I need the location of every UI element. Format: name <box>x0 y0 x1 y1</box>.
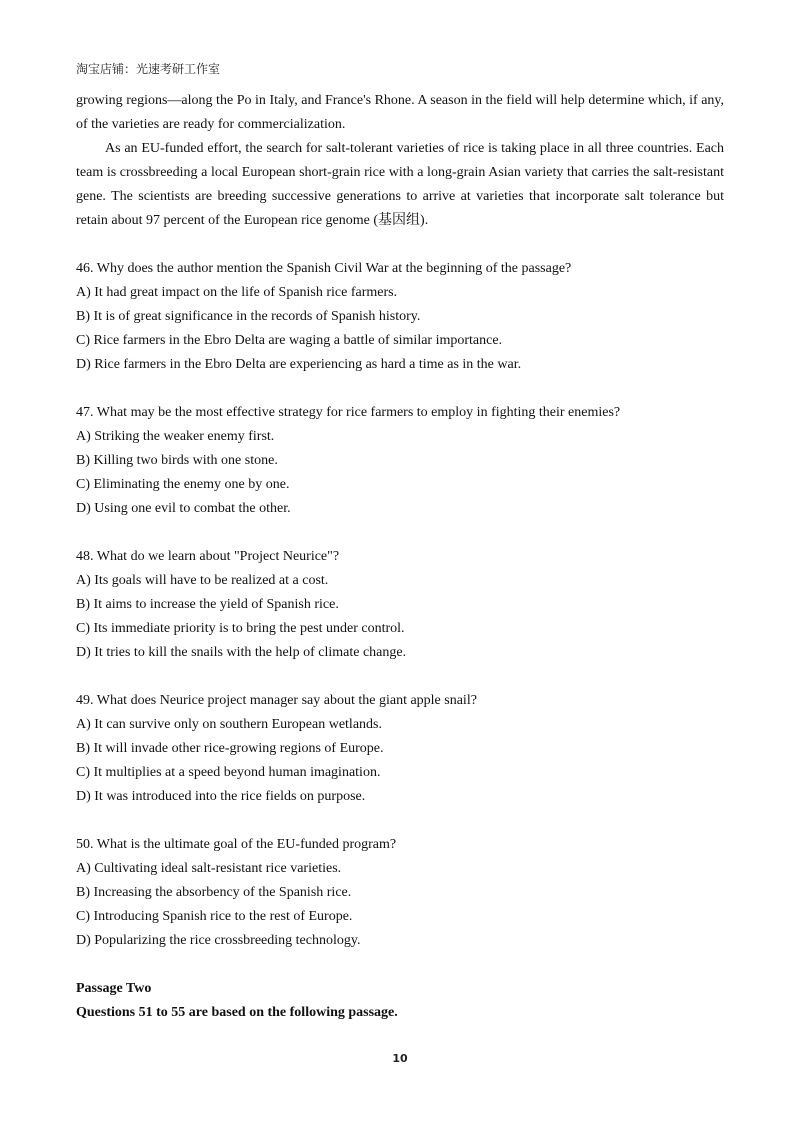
option-a: A) Striking the weaker enemy first. <box>76 429 275 444</box>
page-header: 淘宝店铺：光速考研工作室 <box>76 62 221 76</box>
option-b: B) Increasing the absorbency of the Spanish rice. <box>76 885 352 900</box>
question-47 <box>76 401 724 521</box>
question-48 <box>76 545 724 665</box>
option-c: C) Introducing Spanish rice to the rest of Europe. <box>76 909 353 924</box>
option-b: B) It is of great significance in the records of Spanish history. <box>76 309 421 324</box>
paragraph-eu-effort: As an EU-funded effort, the search for salt-tolerant varieties of rice is taking place in all three countries. Each team is crossbreeding a local European short-grain rice with a long-grain Asian variety that carries the salt-resistant gene. The scientists are breeding successive generations to arrive at varieties that incorporate salt tolerance but retain about 97 percent of the European rice genome (基因组). <box>76 141 724 228</box>
option-a: A) Cultivating ideal salt-resistant rice varieties. <box>76 861 342 876</box>
question-stem: 47. What may be the most effective strategy for rice farmers to employ in fighting their enemies? <box>76 405 621 420</box>
option-d: D) Using one evil to combat the other. <box>76 501 291 516</box>
option-a: A) Its goals will have to be realized at a cost. <box>76 573 329 588</box>
option-d: D) Popularizing the rice crossbreeding technology. <box>76 933 361 948</box>
question-50 <box>76 833 724 953</box>
option-b: B) It will invade other rice-growing regions of Europe. <box>76 741 384 756</box>
option-b: B) Killing two birds with one stone. <box>76 453 278 468</box>
option-d: D) It was introduced into the rice fields on purpose. <box>76 789 366 804</box>
question-46 <box>76 257 724 377</box>
option-d: D) It tries to kill the snails with the help of climate change. <box>76 645 407 660</box>
passage-instruction: Questions 51 to 55 are based on the following passage. <box>76 1005 398 1020</box>
option-d: D) Rice farmers in the Ebro Delta are experiencing as hard a time as in the war. <box>76 357 522 372</box>
passage-title: Passage Two <box>76 981 152 996</box>
question-stem: 46. Why does the author mention the Spanish Civil War at the beginning of the passage? <box>76 261 572 276</box>
option-c: C) Eliminating the enemy one by one. <box>76 477 290 492</box>
option-c: C) Rice farmers in the Ebro Delta are waging a battle of similar importance. <box>76 333 503 348</box>
option-b: B) It aims to increase the yield of Spanish rice. <box>76 597 339 612</box>
option-c: C) Its immediate priority is to bring the pest under control. <box>76 621 405 636</box>
question-stem: 49. What does Neurice project manager say about the giant apple snail? <box>76 693 477 708</box>
question-49 <box>76 689 724 809</box>
option-c: C) It multiplies at a speed beyond human imagination. <box>76 765 381 780</box>
question-stem: 50. What is the ultimate goal of the EU-funded program? <box>76 837 397 852</box>
question-stem: 48. What do we learn about "Project Neurice"? <box>76 549 340 564</box>
page-number: 10 <box>392 1052 408 1065</box>
option-a: A) It had great impact on the life of Spanish rice farmers. <box>76 285 398 300</box>
option-a: A) It can survive only on southern European wetlands. <box>76 717 382 732</box>
document-body <box>76 89 724 1025</box>
paragraph-continuation: growing regions—along the Po in Italy, and France's Rhone. A season in the field will help determine which, if any, of the varieties are ready for commercialization. <box>76 93 724 132</box>
